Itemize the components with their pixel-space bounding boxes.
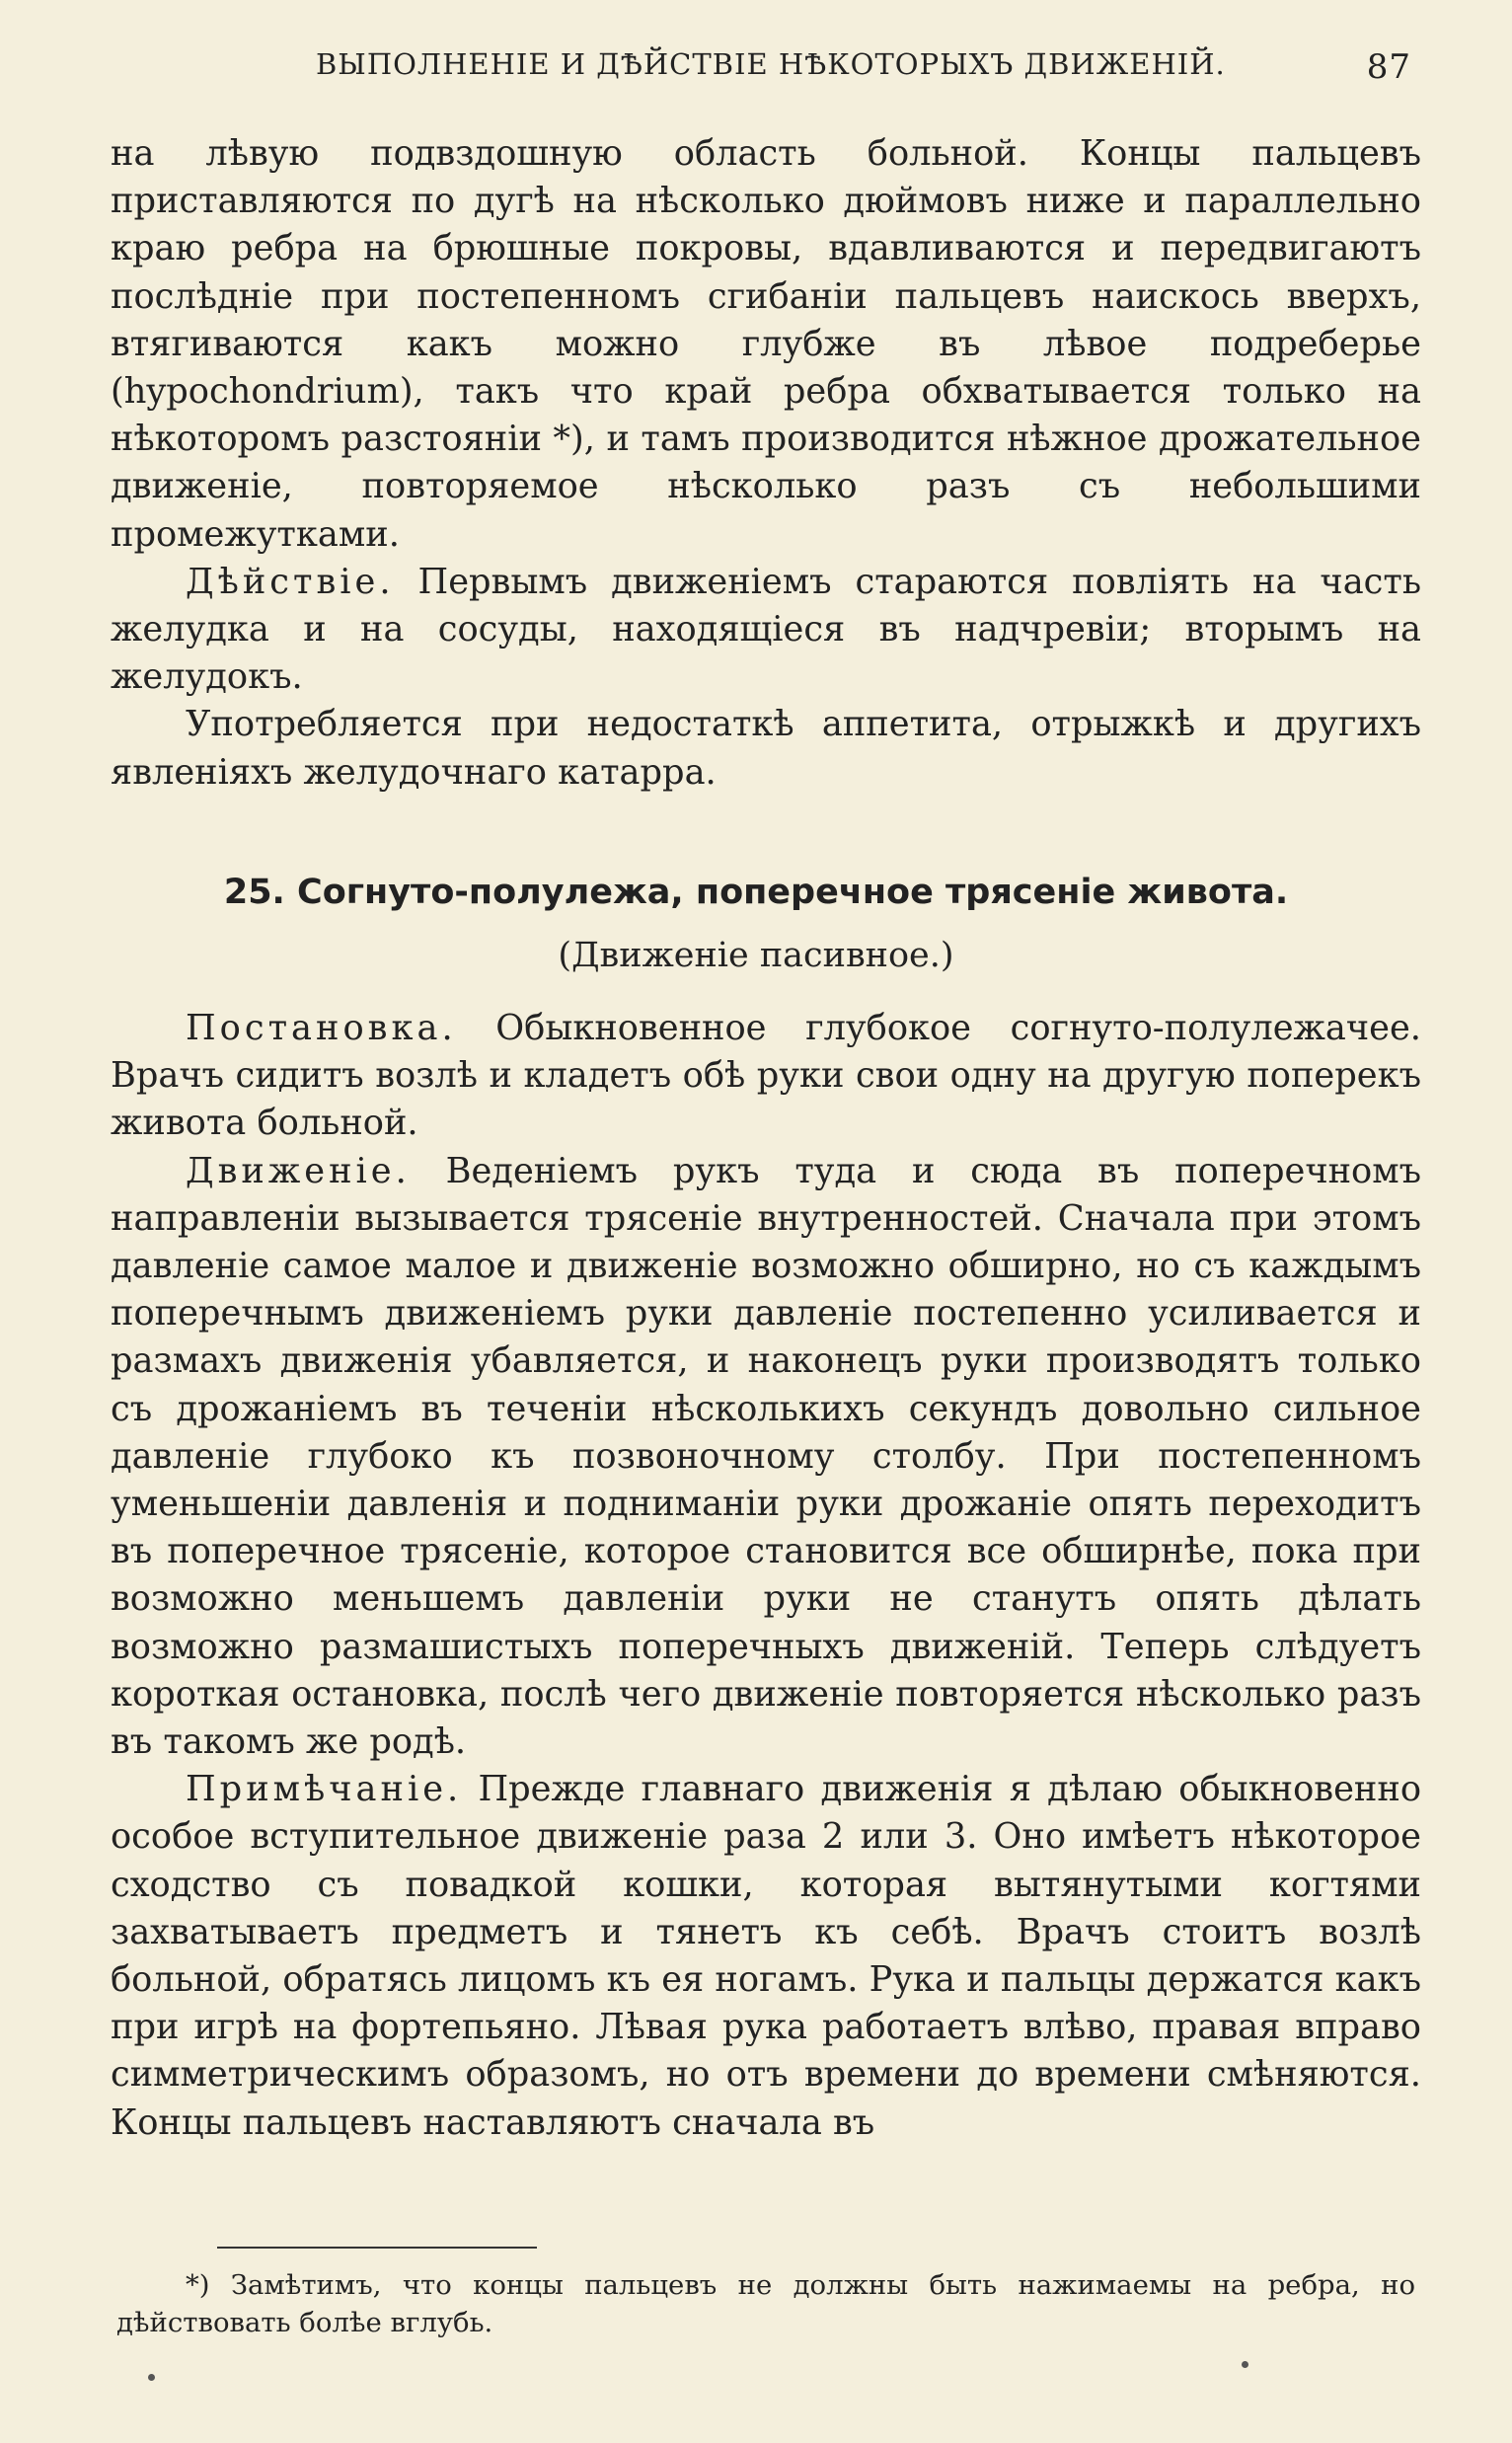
usage-paragraph: Употребляется при недостаткѣ аппетита, отрыжкѣ и другихъ явленіяхъ желудочнаго катарра.	[111, 704, 1421, 793]
continuation-paragraph: на лѣвую подвздошную область больной. Концы пальцевъ приставляются по дугѣ на нѣсколько дюймовъ ниже и параллельно краю ребра на брюшные покровы, вдавливаются и передвигаютъ послѣдніе при постепенномъ сгибаніи пальцевъ наискось вверхъ, втягиваются какъ можно глубже въ лѣвое подреберье (hypochondrium), такъ что край ребра обхватывается только на нѣкоторомъ разстояніи *), и тамъ производится нѣжное дрожательное движеніе, повторяемое нѣсколько разъ съ небольшими промежутками.	[111, 133, 1421, 555]
note-paragraph	[111, 1766, 1421, 2147]
footnote-rule	[217, 2247, 537, 2249]
setup-paragraph	[111, 1005, 1421, 1148]
note-text: Прежде главнаго движенія я дѣлаю обыкновенно особое вступительное движеніе раза 2 или 3. Оно имѣетъ нѣкоторое сходство съ повадкой кошки, которая вытянутыми когтями захватываетъ предметъ и тянетъ къ себѣ. Врачъ стоитъ возлѣ больной, обратясь лицомъ къ ея ногамъ. Рука и пальцы держатся какъ при игрѣ на фортепьяно. Лѣвая рука работаетъ влѣво, правая вправо симметрическимъ образомъ, но отъ времени до времени смѣняются. Концы пальцевъ наставляютъ сначала въ	[111, 1769, 1421, 2143]
action-paragraph	[111, 559, 1421, 702]
ink-speck	[148, 2374, 155, 2381]
note-label: Примѣчаніе.	[186, 1769, 463, 1810]
movement-paragraph	[111, 1148, 1421, 1767]
setup-label: Постановка.	[186, 1008, 457, 1048]
section-subtitle: (Движеніе пасивное.)	[558, 936, 954, 975]
section-body	[111, 1005, 1421, 2147]
footnote	[116, 2266, 1415, 2341]
running-head	[316, 47, 1411, 87]
action-label: Дѣйствіе.	[186, 561, 395, 602]
movement-text: Веденіемъ рукъ туда и сюда въ поперечномъ направленіи вызывается трясеніе внутренностей. Сначала при этомъ давленіе самое малое и движеніе возможно обширно, но съ каждымъ поперечнымъ движеніемъ руки давленіе постепенно усиливается и размахъ движенія убавляется, и наконецъ руки производятъ только съ дрожаніемъ въ теченіи нѣсколькихъ секундъ довольно сильное давленіе глубоко къ позвоночному столбу. При постепенномъ уменьшеніи давленія и подниманіи руки дрожаніе опять переходитъ въ поперечное трясеніе, которое становится все обширнѣе, пока при возможно меньшемъ давленіи руки не станутъ опять дѣлать возможно размашистыхъ поперечныхъ движеній. Теперь слѣдуетъ короткая остановка, послѣ чего движеніе повторяется нѣсколько разъ въ такомъ же родѣ.	[111, 1150, 1421, 1763]
ink-speck	[1242, 2361, 1248, 2368]
running-title: ВЫПОЛНЕНІЕ И ДѢЙСТВІЕ НѢКОТОРЫХЪ ДВИЖЕНІЙ.	[316, 47, 1226, 81]
movement-label: Движеніе.	[186, 1150, 411, 1191]
continuation-block	[111, 130, 1421, 797]
footnote-text: *) Замѣтимъ, что концы пальцевъ не должны быть нажимаемы на ребра, но дѣйствовать болѣе вглубь.	[116, 2269, 1415, 2338]
action-text: Первымъ движеніемъ стараются повліять на часть желудка и на сосуды, находящіеся въ надчревіи; вторымъ на желудокъ.	[111, 561, 1421, 698]
page-number: 87	[1366, 47, 1411, 87]
section-title: 25. Согнуто-полулежа, поперечное трясеніе живота.	[223, 873, 1289, 912]
setup-text: Обыкновенное глубокое согнуто-полулежачее. Врачъ сидитъ возлѣ и кладетъ обѣ руки свои одну на другую поперекъ живота больной.	[111, 1008, 1421, 1144]
